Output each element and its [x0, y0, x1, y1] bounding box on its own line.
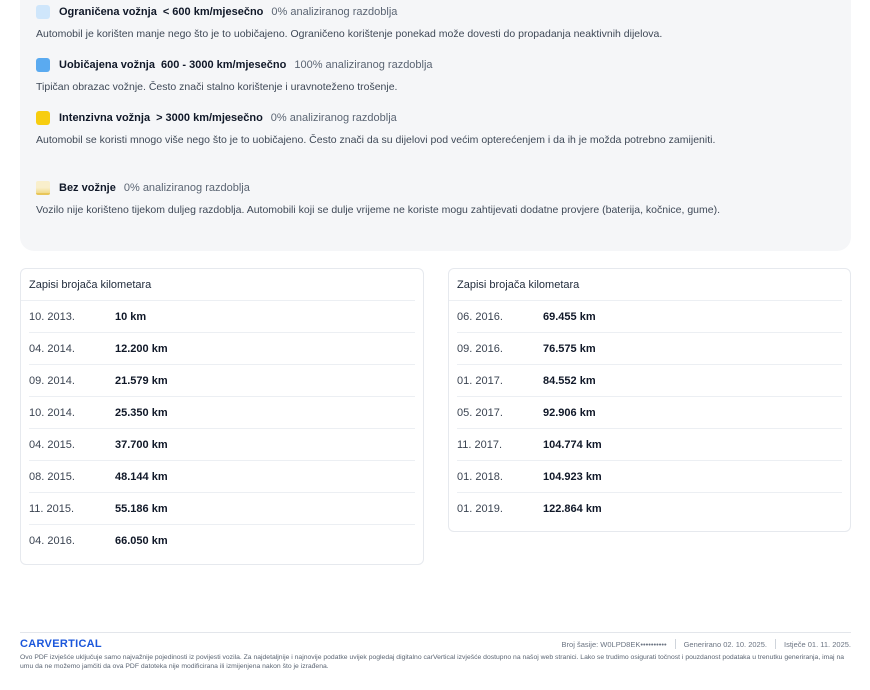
record-km: 66.050 km — [115, 535, 168, 547]
record-km: 10 km — [115, 310, 147, 323]
legend-item-intense — [36, 109, 835, 148]
record-km: 55.186 km — [115, 502, 168, 515]
legend-name: Intenzivna vožnja — [59, 112, 151, 124]
record-date: 06. 2016. — [457, 310, 503, 323]
record-km: 92.906 km — [543, 406, 596, 419]
record-date: 09. 2016. — [457, 342, 503, 355]
table-row — [29, 365, 415, 397]
limited-swatch-icon — [36, 5, 50, 19]
record-date: 01. 2017. — [457, 374, 503, 387]
table-row — [457, 493, 842, 525]
no-driving-swatch-icon — [36, 181, 50, 195]
record-date: 01. 2018. — [457, 470, 503, 483]
record-km: 37.700 km — [115, 438, 168, 451]
table-row — [457, 333, 842, 365]
legend-description: Vozilo nije korišteno tijekom duljeg razdoblja. Automobili koji se dulje vrijeme ne koriste mogu zahtijevati dodatne provjere (baterija, kočnice, gume). — [36, 204, 721, 216]
record-date: 04. 2015. — [29, 438, 75, 451]
legend-range: > 3000 km/mjesečno — [156, 112, 263, 124]
table-row — [29, 461, 415, 493]
expiry-date: Istječe 01. 11. 2025. — [784, 639, 851, 649]
driving-legend — [20, 0, 851, 251]
legend-item-none — [36, 179, 835, 218]
record-km: 12.200 km — [115, 342, 168, 355]
table-row — [29, 493, 415, 525]
record-km: 48.144 km — [115, 470, 168, 483]
legend-description: Tipičan obrazac vožnje. Često znači stalno korištenje i uravnoteženo trošenje. — [36, 81, 398, 93]
normal-swatch-icon — [36, 58, 50, 72]
record-date: 04. 2014. — [29, 342, 75, 355]
page-footer — [20, 632, 851, 671]
legend-item-limited — [36, 3, 835, 42]
vin-number: Broj šasije: W0LPD8EK•••••••••• — [561, 639, 667, 649]
odometer-records-left — [20, 268, 424, 565]
record-date: 05. 2017. — [457, 406, 503, 419]
record-date: 01. 2019. — [457, 503, 503, 515]
carvertical-logo — [20, 638, 102, 650]
footer-disclaimer: Ovo PDF izvješće uključuje samo najvažnije pojedinosti iz povijesti vozila. Za najdetaljnije i najnovije podatke uvijek pogledaj digitalno carVertical izvješće dostupno na našoj web stranici. Lako se trudimo osigurati točnost i pouzdanost podataka u trenutku generiranja, imaj na umu da ne možemo jamčiti da ova PDF datoteka nije modificirana ili izmijenjena nakon što je izrađena. — [20, 654, 845, 670]
legend-percent: 0% analiziranog razdoblja — [270, 112, 397, 124]
record-km: 104.774 km — [543, 438, 602, 451]
record-km: 25.350 km — [115, 406, 168, 419]
record-km: 122.864 km — [543, 503, 602, 515]
table-row — [29, 333, 415, 365]
meta-divider — [675, 639, 676, 649]
table-row — [457, 301, 842, 333]
odometer-records-title: Zapisi brojača kilometara — [449, 269, 842, 301]
record-date: 09. 2014. — [29, 374, 75, 387]
record-km: 76.575 km — [543, 342, 596, 355]
record-date: 10. 2013. — [29, 310, 75, 323]
intense-swatch-icon — [36, 111, 50, 125]
table-row — [457, 397, 842, 429]
report-meta — [562, 639, 851, 649]
table-row — [457, 429, 842, 461]
generated-date: Generirano 02. 10. 2025. — [683, 639, 767, 649]
table-row — [29, 525, 415, 557]
record-km: 21.579 km — [115, 374, 168, 387]
legend-range: < 600 km/mjesečno — [162, 6, 264, 18]
legend-name: Ograničena vožnja — [59, 6, 157, 18]
record-date: 08. 2015. — [29, 470, 75, 483]
legend-percent: 0% analiziranog razdoblja — [271, 6, 398, 18]
legend-item-normal — [36, 56, 835, 95]
record-km: 104.923 km — [543, 470, 602, 483]
legend-name: Uobičajena vožnja — [59, 59, 155, 71]
odometer-records-right — [448, 268, 851, 532]
table-row — [29, 301, 415, 333]
legend-percent: 100% analiziranog razdoblja — [294, 59, 433, 71]
logo-part-ertical: ERTICAL — [52, 638, 102, 650]
record-km: 69.455 km — [543, 310, 596, 323]
legend-description: Automobil je korišten manje nego što je to uobičajeno. Ograničeno korištenje ponekad može dovesti do propadanja neaktivnih dijelova. — [36, 28, 663, 40]
legend-description: Automobil se koristi mnogo više nego što je to uobičajeno. Često znači da su dijelovi pod većim opterećenjem i da ih je možda potrebno zamijeniti. — [36, 134, 716, 146]
odometer-records-title: Zapisi brojača kilometara — [21, 269, 415, 301]
table-row — [457, 461, 842, 493]
legend-percent: 0% analiziranog razdoblja — [123, 182, 250, 194]
record-date: 04. 2016. — [29, 535, 75, 547]
record-date: 11. 2015. — [29, 502, 75, 515]
record-date: 10. 2014. — [29, 406, 75, 419]
logo-v-icon: V — [44, 638, 53, 650]
legend-range: 600 - 3000 km/mjesečno — [160, 59, 287, 71]
record-date: 11. 2017. — [457, 438, 503, 451]
legend-name: Bez vožnje — [59, 182, 116, 194]
meta-divider — [775, 639, 776, 649]
table-row — [457, 365, 842, 397]
logo-part-car: CAR — [20, 638, 45, 650]
table-row — [29, 429, 415, 461]
table-row — [29, 397, 415, 429]
record-km: 84.552 km — [543, 374, 596, 387]
